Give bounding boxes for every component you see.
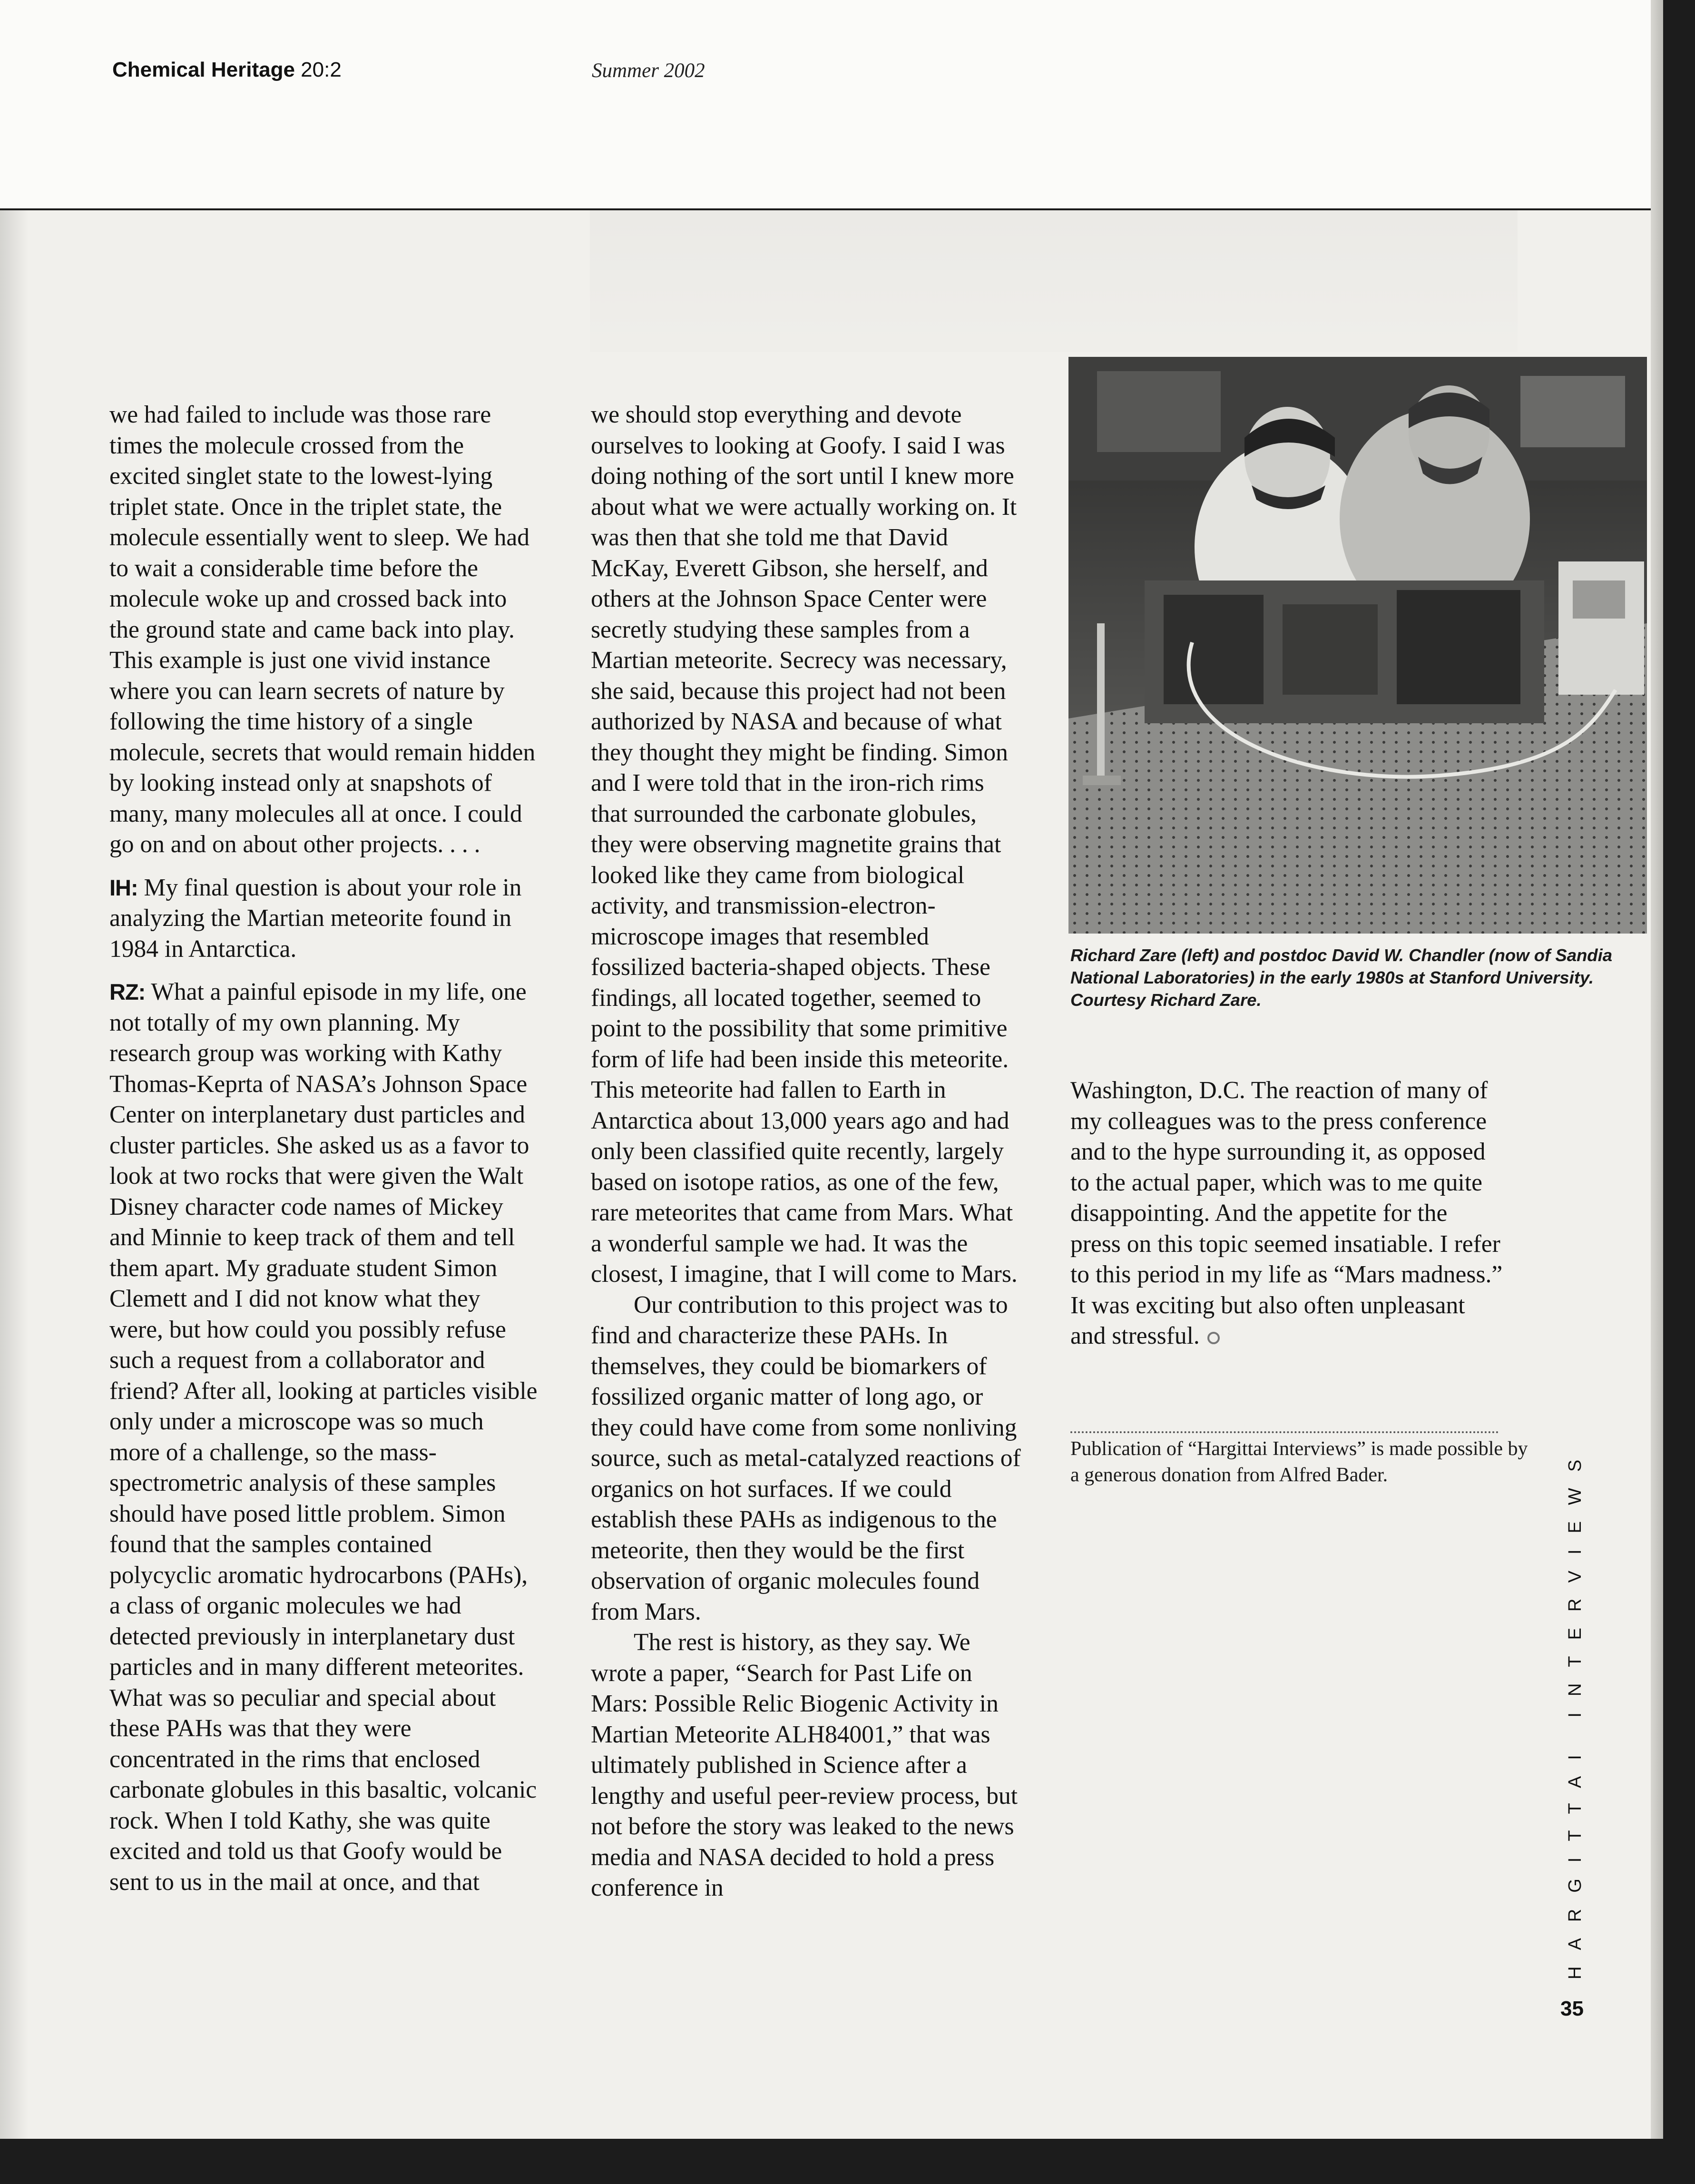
paragraph: we should stop everything and devote ourselves to looking at Goofy. I said I was doing nothing of the sort until I knew more about what we were actually working on. It was then that she told me that David McKay, Everett Gibson, she herself, and others at the Johnson Space Center were secretly studying these samples from a Martian meteorite. Secrecy was necessary, she said, because this project had not been authorized by NASA and because of what they thought they might be finding. Simon and I were told that in the iron-rich rims that surrounded the carbonate globules, they were observing magnetite grains that looked like they came from biological activity, and transmission-electron-microscope images that resembled fossilized bacteria-shaped objects. These findings, all located together, seemed to point to the possibility that some primitive form of life had been inside this meteorite. This meteorite had fallen to Earth in Antarctica about 13,000 years ago and had only been classified quite recently, largely based on isotope ratios, as one of the few, rare meteorites that came from Mars. What a wonderful sample we had. It was the closest, I imagine, that I will come to Mars. <box>591 401 1018 1288</box>
page-edge <box>1651 0 1663 2139</box>
journal-name: Chemical Heritage <box>112 58 295 81</box>
paragraph-text: My final question is about your role in analyzing the Martian meteorite found in 1984 in Antarctica. <box>109 874 522 963</box>
paragraph: we had failed to include was those rare times the molecule crossed from the excited singlet state to the lowest-lying triplet state. Once in the triplet state, the molecule essentially went to sleep. We had to wait a considerable time before the molecule woke up and crossed back into the ground state and came back into play. This example is just one vivid instance where you can learn secrets of nature by following the time history of a single molecule, secrets that would remain hidden by looking instead only at snapshots of many, many molecules all at once. I could go on and on about other projects. . . . <box>109 401 536 858</box>
issue-date: Summer 2002 <box>592 59 705 82</box>
speaker-label: IH: <box>109 875 138 900</box>
volume-issue: 20:2 <box>301 58 342 81</box>
lab-photo-illustration <box>1068 357 1647 934</box>
paragraph-text: What a painful episode in my life, one not totally of my own planning. My research group was working with Kathy Thomas-Keprta of NASA’s Johnson Space Center on interplanetary dust particles and cluster particles. She asked us as a favor to look at two rocks that were given the Walt Disney character code names of Mickey and Minnie to keep track of them and tell them apart. My graduate student Simon Clemett and I did not know what they were, but how could you possibly refuse such a request from a collaborator and friend? After all, looking at particles visible only under a microscope was so much more of a challenge, so the mass-spectrometric analysis of these samples should have posed little problem. Simon found that the samples contained polycyclic aromatic hydrocarbons (PAHs), a class of organic molecules we had detected previously in interplanetary dust particles and in many different meteorites. What was so peculiar and special about these PAHs was that they were concentrated in the rims that enclosed carbonate globules in this basaltic, volcanic rock. When I told Kathy, she was quite excited and told us that Goofy would be sent to us in the mail at once, and that <box>109 978 538 1896</box>
text-column-left <box>109 400 538 1898</box>
page-number: 35 <box>1560 1997 1584 2020</box>
running-header <box>0 0 1651 209</box>
paragraph: Our contribution to this project was to find and characterize these PAHs. In themselves, they could be biomarkers of fossilized organic matter of long ago, or they could have come from some nonliving source, such as metal-catalyzed reactions of organics on hot surfaces. If we could establish these PAHs as indigenous to the meteorite, then they would be the first observation of organic molecules found from Mars. <box>591 1291 1021 1625</box>
question-paragraph <box>109 873 538 965</box>
lab-photo <box>1068 357 1647 934</box>
photo-caption: Richard Zare (left) and postdoc David W. Chandler (now of Sandia National Laboratories) in the early 1980s at Stanford University. Courtesy Richard Zare. <box>1070 945 1613 1010</box>
section-label: HARGITTAI INTERVIEWS <box>1565 1443 1585 1979</box>
text-column-middle <box>591 400 1021 1904</box>
spine-shadow <box>0 209 29 2139</box>
header-rule <box>0 208 1651 210</box>
paragraph-text: Washington, D.C. The reaction of many of my colleagues was to the press conference and to the hype surrounding it, as opposed to the actual paper, which was to me quite disappointing. And the appetite for the press on this topic seemed insatiable. I refer to this period in my life as “Mars madness.” It was exciting but also often unpleasant and stressful. <box>1070 1077 1503 1349</box>
paragraph: The rest is history, as they say. We wrote a paper, “Search for Past Life on Mars: Possible Relic Biogenic Activity in Martian Meteorite ALH84001,” that was ultimately published in Science after a lengthy and useful peer-review process, but not before the story was leaked to the news media and NASA decided to hold a press conference in <box>591 1629 1018 1901</box>
speaker-label: RZ: <box>109 979 146 1004</box>
credit-divider <box>1070 1431 1499 1433</box>
journal-title <box>112 58 342 82</box>
end-mark-icon <box>1207 1332 1220 1344</box>
paragraph <box>1070 1075 1503 1352</box>
text-column-right <box>1070 1075 1503 1352</box>
sponsor-credit: Publication of “Hargittai Interviews” is made possible by a generous donation from Alfred Bader. <box>1070 1438 1528 1486</box>
answer-paragraph <box>109 977 538 1898</box>
